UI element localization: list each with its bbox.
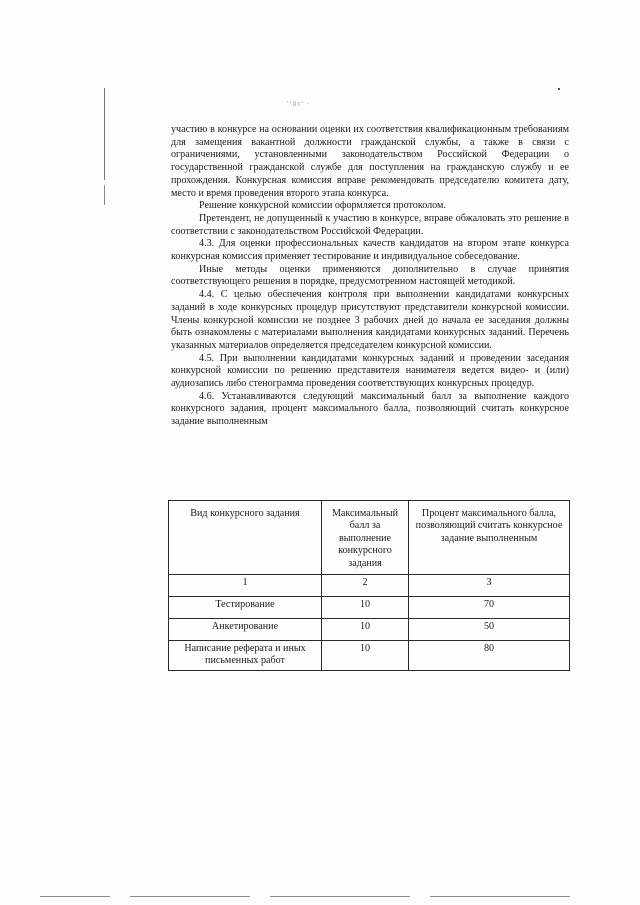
table-cell: 80 [409,641,570,671]
table-header-row [169,501,570,575]
table-cell: 3 [409,575,570,597]
scan-speck [558,88,560,90]
table-cell: Написание реферата и иных письменных работ [169,641,322,671]
paragraph: Претендент, не допущенный к участию в конкурсе, вправе обжаловать это решение в соответствии с законодательством Российской Федерации. [171,212,569,237]
scan-margin-line [104,185,105,205]
paragraph: 4.6. Устанавливаются следующий максимальный балл за выполнение каждого конкурсного задания, процент максимального балла, позволяющий считать конкурсное задание выполненным [171,390,569,428]
scan-edge-line [130,896,250,897]
paragraph: 4.5. При выполнении кандидатами конкурсных заданий и проведении заседания конкурсной комиссии по решению представителя нанимателя ведется видео- и (или) аудиозапись либо стенограмма проведения соответствующих конкурсных процедур. [171,352,569,390]
table-row [169,641,570,671]
table-header-cell: Максимальный балл за выполнение конкурсного задания [322,501,409,575]
paragraph: 4.4. С целью обеспечения контроля при выполнении кандидатами конкурсных заданий в ходе конкурсных процедур присутствуют представители конкурсной комиссии. Члены конкурсной комиссии не позднее 3 рабочих дней до начала ее заседания должны быть ознакомлены с материалами выполнения кандидатами конкурсных заданий. Перечень указанных материалов определяется председателем конкурсной комиссии. [171,289,569,351]
paragraph: Иные методы оценки применяются дополнительно в случае принятия соответствующего решения в порядке, предусмотренном настоящей методикой. [171,263,569,288]
page-mark: ’‘йт‘ · [286,100,311,108]
table-cell: Анкетирование [169,619,322,641]
paragraph: 4.3. Для оценки профессиональных качеств кандидатов на втором этапе конкурса конкурсная комиссия применяет тестирование и индивидуальное собеседование. [171,238,569,263]
table-header-cell: Вид конкурсного задания [169,501,322,575]
table-row [169,575,570,597]
paragraph: Решение конкурсной комиссии оформляется протоколом. [199,200,446,212]
table-row [169,619,570,641]
document-body [171,124,569,429]
scan-edge-line [270,896,410,897]
scan-margin-line [104,88,105,180]
table-cell: 1 [169,575,322,597]
scores-table [168,500,570,671]
table-cell: 50 [409,619,570,641]
table-cell: 10 [322,641,409,671]
table-cell: 70 [409,597,570,619]
table-cell: 2 [322,575,409,597]
table-cell: 10 [322,597,409,619]
table-row [169,597,570,619]
scan-edge-line [430,896,570,897]
scan-edge-line [40,896,110,897]
table-header-cell: Процент максимального балла, позволяющий считать конкурсное задание выполненным [409,501,570,575]
paragraph: участию в конкурсе на основании оценки их соответствия квалификационным требованиям для замещения вакантной должности гражданской службы, а также в связи с ограничениями, установленными законодательством Российской Федерации о государственной гражданской службе для поступления на гражданскую службу и ее прохождения. Конкурсная комиссия вправе рекомендовать председателю комитета дату, место и время проведения второго этапа конкурса. [171,124,569,199]
table-cell: 10 [322,619,409,641]
table-cell: Тестирование [169,597,322,619]
